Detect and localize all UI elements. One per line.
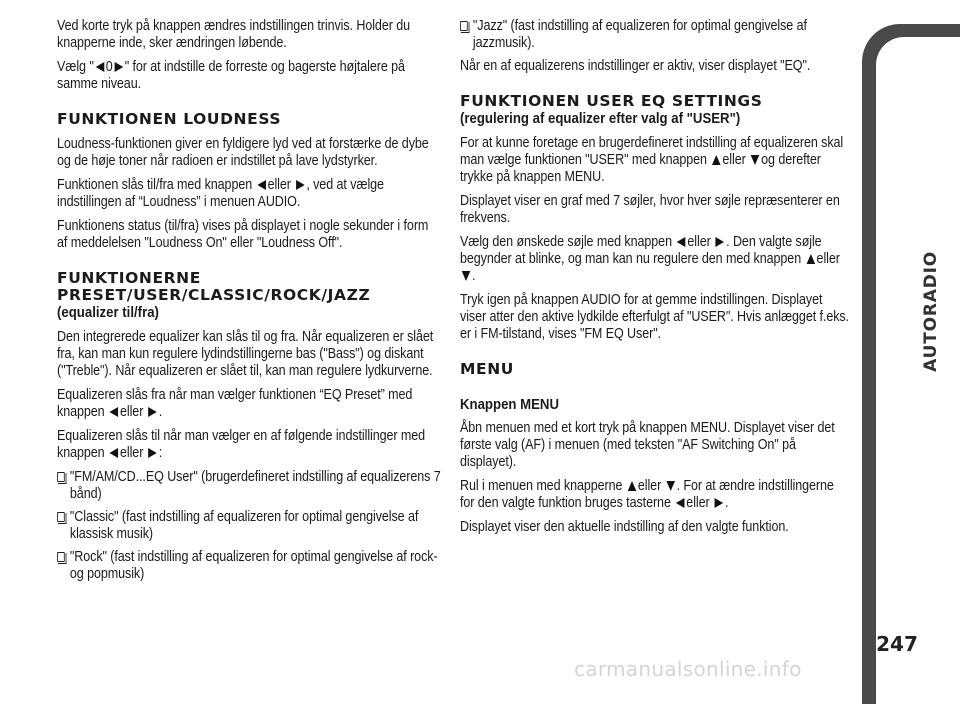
text: eller: [120, 445, 144, 461]
list-item: [57, 509, 454, 543]
paragraph-eq-3: [57, 428, 441, 462]
text: , ved at vælge indstillingen af “Loudness” i menuen AUDIO.: [57, 177, 384, 210]
text: eller: [120, 404, 144, 420]
arrow-right-icon: [715, 498, 724, 508]
paragraph-loudness-3: Funktionens status (til/fra) vises på displayet i nogle sekunder i form af meddelelsen "Loudness On" eller "Loudness Off".: [57, 218, 429, 251]
arrow-right-icon: [148, 407, 157, 417]
left-column: [57, 18, 442, 589]
arrow-right-icon: [114, 62, 123, 72]
text: eller: [267, 177, 291, 193]
text: Vælg ": [57, 59, 94, 75]
paragraph-loudness-1: Loudness-funktionen giver en fyldigere lyd ved at forstærke de dybe og de høje toner når radioen er indstillet på lave lydstyrker.: [57, 136, 429, 169]
arrow-right-icon: [716, 237, 725, 247]
paragraph-menu-3: Displayet viser den aktuelle indstilling af den valgte funktion.: [460, 519, 789, 535]
right-column: [460, 18, 850, 543]
arrow-down-icon: [666, 481, 675, 491]
arrow-up-icon: [806, 254, 815, 264]
section-tab-inner: [876, 37, 960, 704]
paragraph-vaelg: [57, 59, 441, 93]
text: Vælg den ønskede søjle med knappen: [460, 234, 672, 250]
section-tab-label: AUTORADIO: [921, 251, 941, 372]
text: "Jazz" (fast indstilling af equalizeren for optimal gengivelse af jazzmusik).: [472, 18, 807, 51]
arrow-up-icon: [712, 155, 721, 165]
list-item: [57, 469, 454, 503]
text: "Rock" (fast indstilling af equalizeren for optimal gengivelse af rock- og popmusik): [69, 549, 438, 582]
text: :: [158, 445, 163, 461]
watermark: carmanualsonline.info: [574, 657, 802, 681]
arrow-down-icon: [751, 155, 760, 165]
text: eller: [687, 234, 711, 250]
text: eller: [816, 251, 840, 267]
heading-loudness: FUNKTIONEN LOUDNESS: [57, 110, 282, 128]
text: Equalizeren slås til når man vælger en af følgende indstillinger med knappen: [57, 428, 426, 461]
text: .: [472, 268, 476, 284]
heading-user-eq: FUNKTIONEN USER EQ SETTINGS: [460, 92, 763, 110]
paragraph-trinvis: Ved korte tryk på knappen ændres indstillingen trinvis. Holder du knapperne inde, sker ændringen løbende.: [57, 18, 411, 51]
text: eller: [722, 152, 746, 168]
list-item: [57, 549, 454, 583]
text: Equalizeren slås fra når man vælger funktionen “EQ Preset” med knappen: [57, 387, 413, 420]
paragraph-user-3: [460, 234, 849, 285]
paragraph-eq-2: [57, 387, 441, 421]
text: eller: [686, 495, 710, 511]
paragraph-user-2: Displayet viser en graf med 7 søjler, hvor hver søjle repræsenterer en frekvens.: [460, 193, 840, 226]
checkbox-bullet-icon: [460, 21, 468, 31]
text: Rul i menuen med knapperne: [460, 478, 623, 494]
checkbox-bullet-icon: [57, 552, 65, 562]
arrow-right-icon: [148, 448, 157, 458]
arrow-left-icon: [110, 407, 119, 417]
arrow-left-icon: [677, 237, 686, 247]
text: . Den valgte søjle begynder at blinke, og man kan nu regulere den med knappen: [460, 234, 822, 267]
arrow-left-icon: [95, 62, 104, 72]
arrow-down-icon: [462, 271, 471, 281]
text: For at kunne foretage en brugerdefineret indstilling af equalizeren skal man vælge funktionen "USER" med knappen: [460, 135, 844, 168]
section-tab: [862, 24, 960, 704]
checkbox-bullet-icon: [57, 512, 65, 522]
heading-menu: MENU: [460, 360, 514, 378]
paragraph-menu-2: [460, 478, 849, 512]
list-item: [460, 18, 862, 52]
text: " for at indstille de forreste og bagerste højtalere på samme niveau.: [57, 59, 405, 92]
heading-user-eq-sub: (regulering af equalizer efter valg af "USER"): [460, 110, 741, 127]
arrow-left-icon: [110, 448, 119, 458]
heading-menu-sub: Knappen MENU: [460, 396, 559, 413]
paragraph-user-1: [460, 135, 849, 186]
heading-preset-1: FUNKTIONERNE: [57, 269, 201, 287]
text: 0: [105, 59, 113, 75]
arrow-up-icon: [628, 481, 637, 491]
paragraph-eq-active: Når en af equalizerens indstillinger er aktiv, viser displayet "EQ".: [460, 58, 811, 74]
text: Funktionen slås til/fra med knappen: [57, 177, 253, 193]
text: .: [158, 404, 163, 420]
paragraph-user-4: Tryk igen på knappen AUDIO for at gemme indstillingen. Displayet viser atter den aktive lydkilde efterfulgt af "USER". Hvis anlægget f.eks. er i FM-tilstand, vises "FM EQ User".: [460, 292, 850, 342]
checkbox-bullet-icon: [57, 472, 65, 482]
text: eller: [637, 478, 662, 494]
text: "FM/AM/CD...EQ User" (brugerdefineret indstilling af equalizerens 7 bånd): [69, 469, 441, 502]
arrow-left-icon: [257, 180, 266, 190]
arrow-left-icon: [676, 498, 685, 508]
text: .: [725, 495, 729, 511]
paragraph-menu-1: Åbn menuen med et kort tryk på knappen MENU. Displayet viser det første valg (AF) i menuen (med teksten "AF Switching On" på displayet).: [460, 420, 835, 470]
paragraph-loudness-2: [57, 177, 441, 211]
paragraph-eq-1: Den integrerede equalizer kan slås til og fra. Når equalizeren er slået fra, kan man kun regulere lydindstillingerne bas ("Bass") og diskant ("Treble"). Når equalizeren er slået til, kan man regulere lydkurverne.: [57, 329, 434, 379]
text: "Classic" (fast indstilling af equalizeren for optimal gengivelse af klassisk musik): [69, 509, 419, 542]
heading-preset-sub: (equalizer til/fra): [57, 304, 159, 321]
heading-preset-2: PRESET/USER/CLASSIC/ROCK/JAZZ: [57, 286, 371, 304]
text: . For at ændre indstillingerne for den valgte funktion bruges tasterne: [460, 478, 834, 511]
arrow-right-icon: [296, 180, 305, 190]
text: og derefter trykke på knappen MENU.: [460, 152, 821, 185]
page-number: 247: [876, 632, 918, 656]
